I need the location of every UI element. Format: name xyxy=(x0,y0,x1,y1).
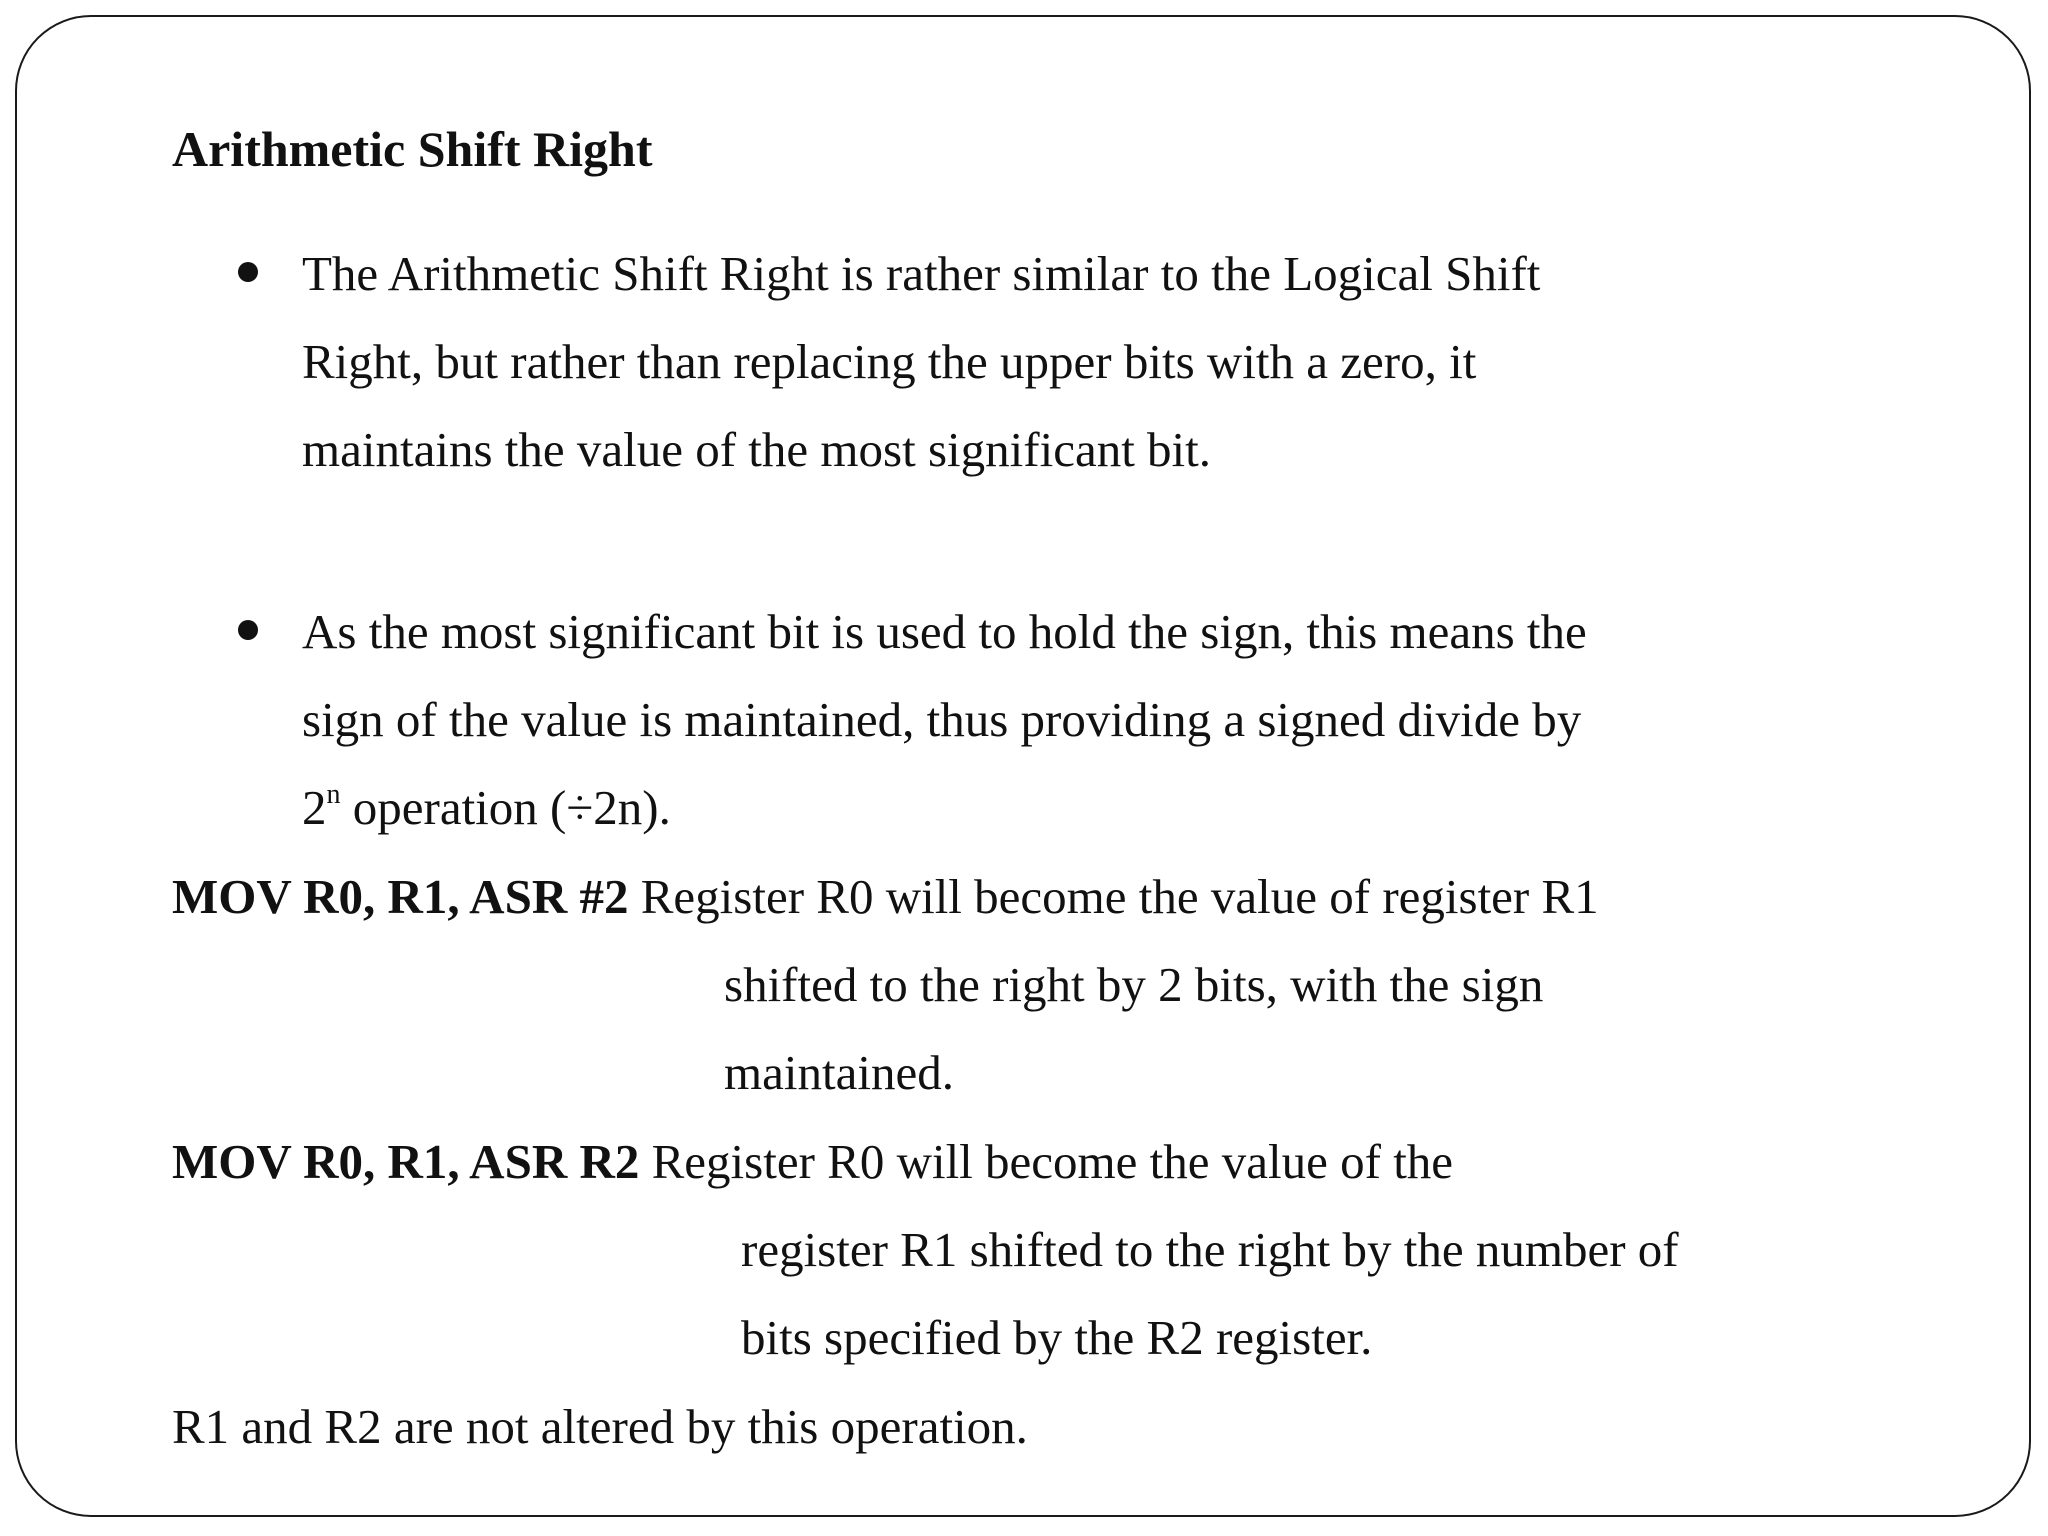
bullet2-line3 xyxy=(302,778,671,835)
example2-desc-line2: register R1 shifted to the right by the number of xyxy=(741,1222,1679,1277)
example2-desc-line1: Register R0 will become the value of the xyxy=(651,1134,1454,1189)
bullet1-line3: maintains the value of the most significant bit. xyxy=(302,422,1212,477)
example1-instruction: MOV R0, R1, ASR #2 xyxy=(172,869,629,924)
operation-text: operation (÷2n). xyxy=(340,780,671,835)
bullet-dot-2 xyxy=(238,620,258,640)
example1-desc-line3: maintained. xyxy=(724,1045,954,1100)
example2-instruction: MOV R0, R1, ASR R2 xyxy=(172,1134,640,1189)
bullet2-line2: sign of the value is maintained, thus providing a signed divide by xyxy=(302,692,1582,747)
example1-desc-line2: shifted to the right by 2 bits, with the sign xyxy=(724,957,1544,1012)
bullet1-line2: Right, but rather than replacing the upper bits with a zero, it xyxy=(302,334,1477,389)
bullet2-line1: As the most significant bit is used to hold the sign, this means the xyxy=(302,604,1587,659)
example1-desc-line1: Register R0 will become the value of register R1 xyxy=(640,869,1599,924)
bullet1-line1: The Arithmetic Shift Right is rather similar to the Logical Shift xyxy=(302,246,1541,301)
example2-line1 xyxy=(172,1134,1454,1189)
example2-desc-line3: bits specified by the R2 register. xyxy=(741,1310,1373,1365)
bullet-dot-1 xyxy=(238,262,258,282)
slide-title: Arithmetic Shift Right xyxy=(172,121,653,177)
exponent-superscript: n xyxy=(326,778,341,810)
exponent-base: 2 xyxy=(302,780,327,835)
example1-line1 xyxy=(172,869,1599,924)
footer-note: R1 and R2 are not altered by this operation. xyxy=(172,1399,1028,1454)
